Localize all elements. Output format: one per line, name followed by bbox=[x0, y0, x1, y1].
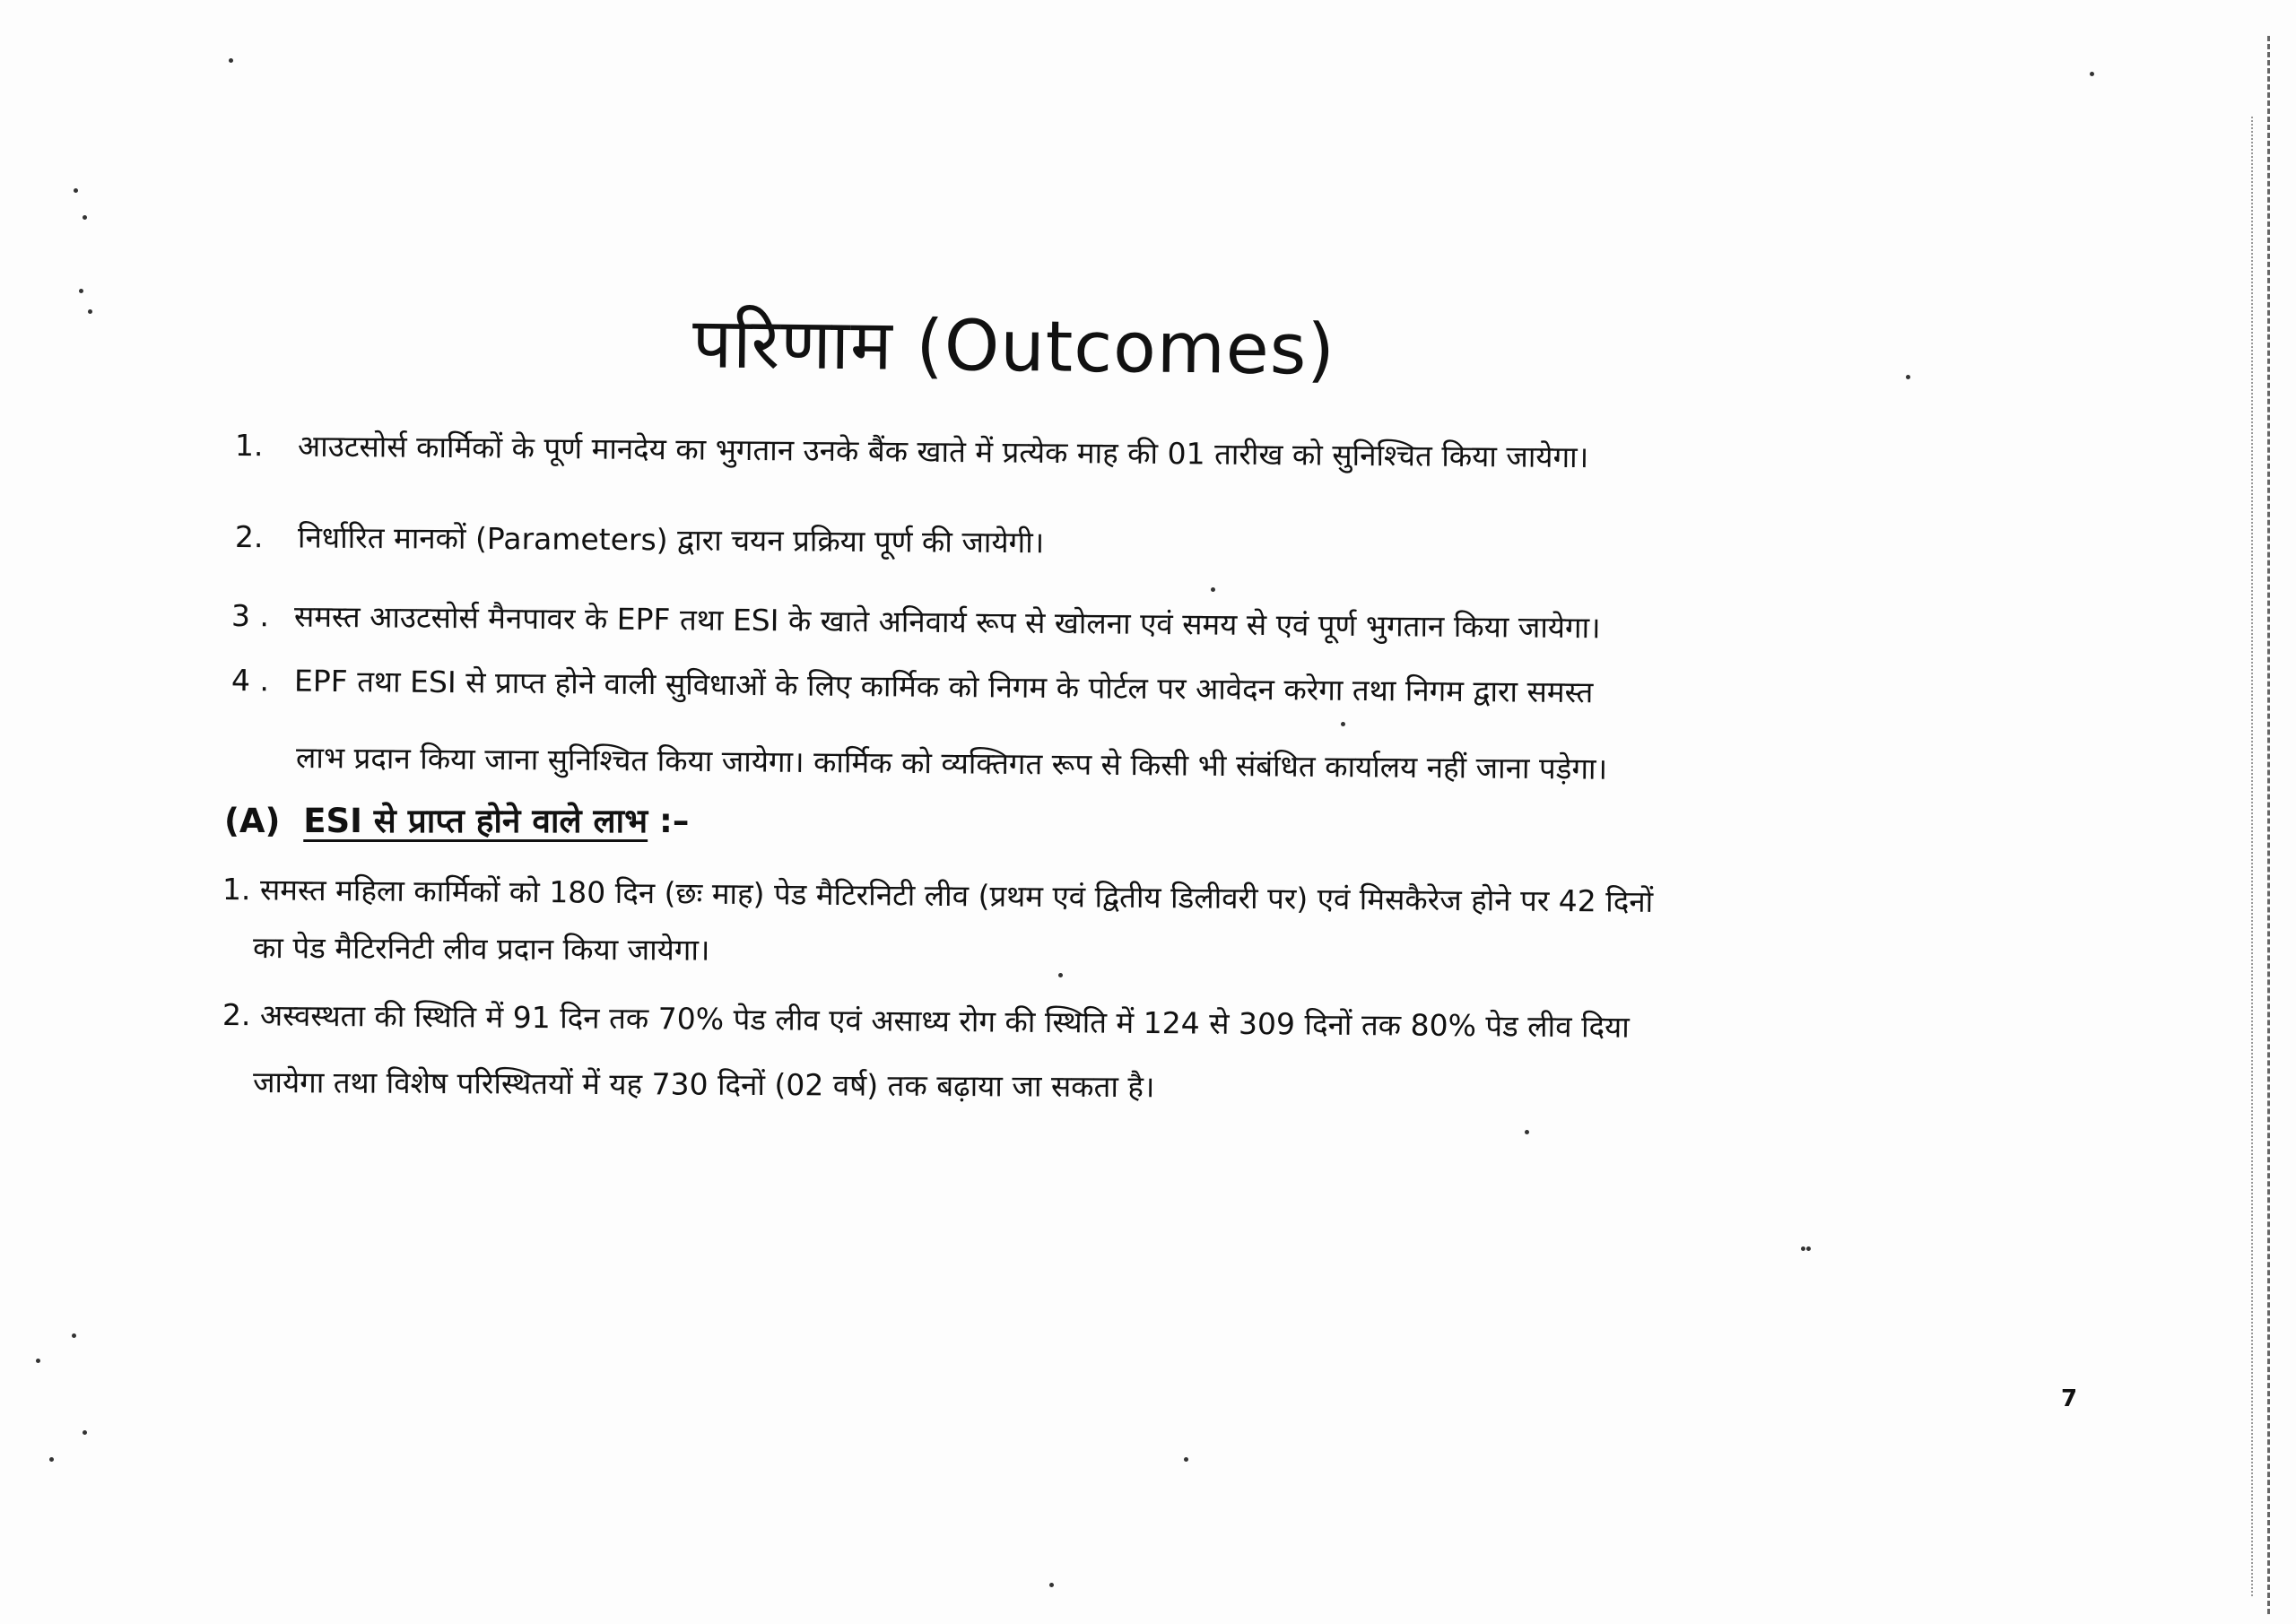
item-number: 1. bbox=[234, 428, 264, 464]
item-text-line1: EPF तथा ESI से प्राप्त होने वाली सुविधाओं के लिए कार्मिक को निगम के पोर्टल पर आवेदन करेगा तथा निगम द्वारा समस्त bbox=[293, 663, 1594, 710]
benefit-text-line2: जायेगा तथा विशेष परिस्थितयों में यह 730 दिनों (02 वर्ष) तक बढ़ाया जा सकता है। bbox=[252, 1064, 1155, 1105]
benefit-text-line1: 1. समस्त महिला कार्मिकों को 180 दिन (छः माह) पेड मैटिरनिटी लीव (प्रथम एवं द्वितीय डिलीवरी पर) एवं मिसकैरेज होने पर 42 दिनों bbox=[222, 872, 1654, 919]
benefit-text-line2: का पेड मैटिरनिटी लीव प्रदान किया जायेगा। bbox=[252, 930, 710, 968]
item-text: निर्धारित मानकों (Parameters) द्वारा चयन प्रक्रिया पूर्ण की जायेगी। bbox=[297, 519, 1045, 560]
benefit-point-1 bbox=[222, 872, 1654, 919]
title-text: परिणाम (Outcomes) bbox=[691, 303, 1335, 391]
scan-speck bbox=[79, 289, 83, 293]
scan-speck bbox=[1211, 587, 1215, 592]
outcome-item-3 bbox=[230, 598, 1601, 646]
scan-speck bbox=[83, 1430, 87, 1435]
item-text: समस्त आउटसोर्स मैनपावर के EPF तथा ESI के खाते अनिवार्य रूप से खोलना एवं समय से एवं पूर्ण भुगतान किया जायेगा। bbox=[293, 598, 1601, 646]
page-title bbox=[0, 296, 2296, 391]
section-a-heading bbox=[224, 796, 689, 842]
scan-speck bbox=[2090, 72, 2094, 76]
scan-speck bbox=[1341, 722, 1345, 726]
item-number: 4 . bbox=[230, 663, 270, 699]
item-number: 3 . bbox=[230, 598, 270, 634]
scan-speck bbox=[49, 1457, 54, 1462]
scan-speck bbox=[36, 1359, 40, 1363]
scan-speck bbox=[1806, 1246, 1811, 1251]
outcome-item-4 bbox=[230, 663, 1594, 710]
benefit-point-1-cont bbox=[252, 930, 710, 968]
scan-speck bbox=[229, 58, 233, 63]
scan-speck bbox=[1801, 1246, 1805, 1251]
benefit-point-2-cont bbox=[252, 1064, 1155, 1105]
scan-speck bbox=[1184, 1457, 1188, 1462]
outcome-item-2 bbox=[234, 519, 1045, 560]
section-a-suffix: :– bbox=[659, 802, 690, 840]
benefit-point-2 bbox=[222, 997, 1630, 1045]
outcome-item-4-cont bbox=[295, 740, 1608, 786]
scan-speck bbox=[74, 188, 78, 193]
scan-speck bbox=[1525, 1130, 1529, 1134]
scan-speck bbox=[72, 1333, 76, 1338]
item-text: आउटसोर्स कार्मिकों के पूर्ण मानदेय का भुगतान उनके बैंक खाते में प्रत्येक माह की 01 तारीख को सुनिश्चित किया जायेगा। bbox=[297, 428, 1589, 475]
item-text-line2: लाभ प्रदान किया जाना सुनिश्चित किया जायेगा। कार्मिक को व्यक्तिगत रूप से किसी भी संबंधित कार्यालय नहीं जाना पड़ेगा। bbox=[295, 740, 1608, 786]
section-a-title: ESI से प्राप्त होने वाले लाभ bbox=[303, 802, 648, 840]
page-number: 7 bbox=[2061, 1385, 2078, 1412]
outcome-item-1 bbox=[234, 428, 1589, 475]
scan-speck bbox=[1049, 1583, 1054, 1587]
section-a-prefix: (A) bbox=[224, 802, 281, 840]
scan-speck bbox=[1058, 973, 1063, 977]
benefit-text-line1: 2. अस्वस्थता की स्थिति में 91 दिन तक 70% पेड लीव एवं असाध्य रोग की स्थिति में 124 से 309 दिनों तक 80% पेड लीव दिया bbox=[222, 997, 1630, 1045]
scan-edge-line bbox=[2267, 36, 2270, 1614]
scan-speck bbox=[83, 215, 87, 220]
item-number: 2. bbox=[234, 519, 264, 555]
